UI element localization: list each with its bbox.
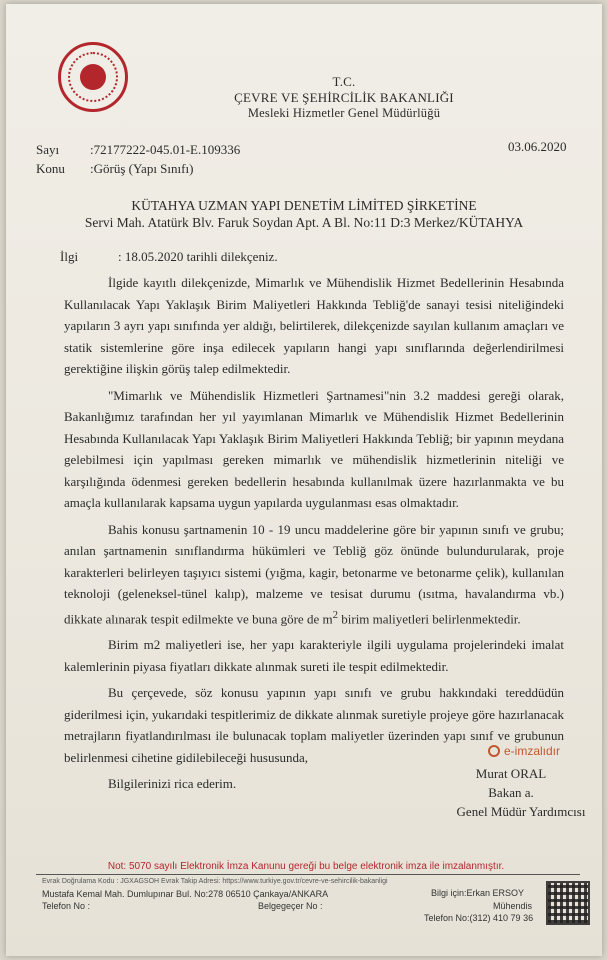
e-signature-notice: Not: 5070 sayılı Elektronik İmza Kanunu gereği bu belge elektronik imza ile imzalanmıştır.	[107, 861, 505, 872]
letter-body	[64, 272, 564, 800]
sayi-value: :72177222-045.01-E.109336	[90, 142, 241, 157]
header-tc: T.C.	[332, 74, 356, 89]
sayi-label: Sayı	[36, 142, 60, 157]
info-contact: Bilgi için:Erkan ERSOY	[431, 888, 525, 898]
paragraph-4: Birim m2 maliyetleri ise, her yapı karakteriyle ilgili uygulama projelerindeki imalat kalemlerinin piyasa fiyatları dikkate alınmak sureti ile tespit edilmektedir.	[64, 637, 564, 674]
phone-label: Telefon No :	[42, 901, 91, 911]
ilgi-label: İlgi	[60, 249, 79, 264]
paragraph-3: Bahis konusu şartnamenin 10 - 19 uncu maddelerine göre bir yapının sınıfı ve grubu; anılan şartnamenin sınıflandırma hükümleri ve Tebliğ göz önünde bulundurularak, proje karakterleri belirleyen taşıyıcı sistemi (yığma, kagir, betonarme ve betonarme çelik), kullanılan teknoloji (geleneksel-tünel kalıp), malzeme ve tesisat durumu (ısıtma, havalandırma vb.) dikkate alınarak tespit edilmekte ve buna göre de $m^2$ birim maliyetleri belirlenmektedir.	[64, 521, 564, 626]
info-title: Mühendis	[493, 901, 533, 911]
paragraph-6: Bilgilerinizi rica ederim.	[108, 776, 237, 792]
info-phone: Telefon No:(312) 410 79 36	[424, 913, 534, 923]
verification-line: Evrak Doğrulama Kodu : JGXAGSOH Evrak Takip Adresi: https://www.turkiye.gov.tr/cevre-ve-sehircilik-bakanligi	[42, 878, 388, 885]
recipient-name: KÜTAHYA UZMAN YAPI DENETİM LİMİTED ŞİRKETİNE	[131, 198, 477, 213]
e-signature-badge: e-imzalıdır	[488, 744, 560, 758]
qr-code-icon	[546, 881, 590, 925]
ilgi-value: : 18.05.2020 tarihli dilekçeniz.	[118, 249, 278, 264]
konu-value: :Görüş (Yapı Sınıfı)	[90, 161, 194, 176]
ministry-address: Mustafa Kemal Mah. Dumlupınar Bul. No:278 06510 Çankaya/ANKARA	[42, 889, 329, 899]
konu-label: Konu	[36, 161, 65, 176]
fax-label: Belgegeçer No :	[258, 901, 323, 911]
document-date: 03.06.2020	[508, 139, 567, 154]
signer-title: Genel Müdür Yardımcısı	[456, 804, 586, 819]
signer-name: Murat ORAL	[475, 766, 547, 781]
header-directorate: Mesleki Hizmetler Genel Müdürlüğü	[247, 106, 441, 120]
ribbon-icon	[488, 745, 500, 757]
paragraph-2: "Mimarlık ve Mühendislik Hizmetleri Şartnamesi"nin 3.2 maddesi gereği olarak, Bakanlığımız tarafından her yıl yayımlanan Mimarlık ve Mühendislik Hizmet Bedellerinin Hesabında Kullanılacak Yapı Yaklaşık Birim Maliyetleri Hakkında Tebliğ; bir yapının meydana gelebilmesi için yapılması gereken mimarlık ve mühendislik hizmetlerinin niteliği ve karşılığında ödenmesi gereken bedellerin hesabında kullanılmak üzere hazırlanmakta ve bu amaçla kullanılarak kapsama uygun yapılarda uygulanması esas olmaktadır.	[64, 387, 564, 510]
paragraph-5: Bu çerçevede, söz konusu yapının yapı sınıfı ve grubu hakkındaki tereddüdün giderilmesi için, yukarıdaki tespitlerimiz de dikkate alınmak suretiyle projeye göre hazırlanacak metrajların fiyatlandırılması ile bulunacak toplam maliyetler üzerinden yapı sınıf ve grubunun belirlenmesi cihetine gidilebileceği hususunda,	[64, 685, 564, 765]
document-page	[6, 4, 602, 956]
signer-on-behalf: Bakan a.	[488, 785, 534, 800]
header-ministry: ÇEVRE VE ŞEHİRCİLİK BAKANLIĞI	[234, 90, 454, 105]
paragraph-1: İlgide kayıtlı dilekçenizde, Mimarlık ve Mühendislik Hizmet Bedellerinin Hesabında Kullanılacak Yapı Yaklaşık Birim Maliyetleri Hakkında Tebliğ'de sanayi tesisi niteliğindeki yapıların 3 ayrı yapı sınıfında yer aldığı, belirtilerek, dilekçenizde sayılan kullanım amaçları ve statik sistemlerine göre inşa edilecek yapıların hangi yapı sınıflarında değerlendirilmesi gerektiğine ilişkin görüş talep edilmektedir.	[64, 275, 564, 376]
recipient-address: Servi Mah. Atatürk Blv. Faruk Soydan Apt. A Bl. No:11 D:3 Merkez/KÜTAHYA	[84, 215, 524, 230]
footer-divider	[36, 874, 580, 875]
